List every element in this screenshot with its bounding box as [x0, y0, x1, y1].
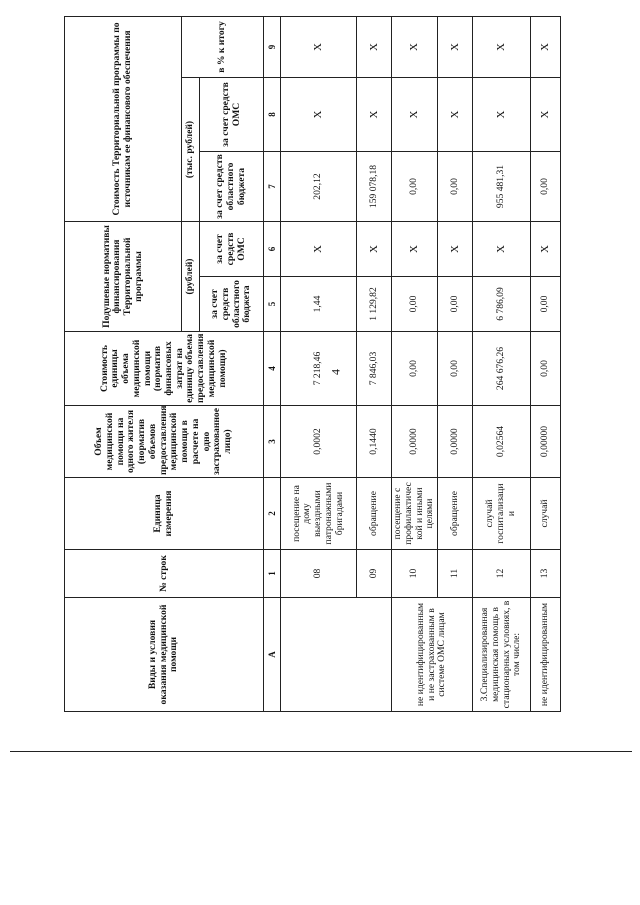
cell-row-no: 11: [438, 550, 473, 598]
cell-cost-budget: 0,00: [438, 151, 473, 221]
cell-norm-oms: Х: [281, 221, 357, 276]
cell-percent: Х: [473, 16, 531, 77]
col-number: 6: [264, 221, 281, 276]
cell-cost-budget: 0,00: [392, 151, 438, 221]
cell-kind: [281, 598, 392, 712]
cell-norm-oms: Х: [531, 221, 561, 276]
header-cost-budget: за счет средств областного бюджета: [200, 151, 264, 221]
cell-norm-oms: Х: [473, 221, 531, 276]
cell-row-no: 09: [357, 550, 392, 598]
cell-cost-oms: Х: [438, 77, 473, 151]
rotated-table-container: [64, 17, 560, 712]
cell-kind: не идентифицированным и не застрахованным в системе ОМС лицам: [392, 598, 473, 712]
cell-norm-budget: 1 129,82: [357, 277, 392, 332]
cell-unit: посещение на дому выездными патронажными бригадами: [281, 478, 357, 550]
header-unit: Единица измерения: [65, 478, 264, 550]
cell-norm-oms: Х: [357, 221, 392, 276]
header-cost-oms: за счет средств ОМС: [200, 77, 264, 151]
cell-row-no: 08: [281, 550, 357, 598]
cell-norm-oms: Х: [392, 221, 438, 276]
cell-kind: 3.Специализированная медицинская помощь в стационарных условиях, в том числе:: [473, 598, 531, 712]
page-number: 4: [328, 369, 343, 375]
header-norm-budget: за счет средств областного бюджета: [200, 277, 264, 332]
cell-norm-oms: Х: [438, 221, 473, 276]
cell-row-no: 12: [473, 550, 531, 598]
header-norm-oms: за счет средств ОМС: [200, 221, 264, 276]
col-number: 3: [264, 406, 281, 478]
cell-percent: Х: [281, 16, 357, 77]
cell-unit-cost: 7 218,46: [281, 332, 357, 406]
cell-cost-oms: Х: [473, 77, 531, 151]
cell-cost-budget: 955 481,31: [473, 151, 531, 221]
header-volume: Объем медицинской помощи на одного жителя (норматив объемов предоставления медицинской помощи в расчете на одно застрахованное лицо): [65, 406, 264, 478]
table-row: [392, 16, 438, 711]
cell-volume: 0,0000: [438, 406, 473, 478]
cell-cost-oms: Х: [281, 77, 357, 151]
cell-unit-cost: 0,00: [531, 332, 561, 406]
cell-volume: 0,1440: [357, 406, 392, 478]
cell-row-no: 13: [531, 550, 561, 598]
page-divider: [10, 751, 632, 752]
cell-unit-cost: 0,00: [438, 332, 473, 406]
col-number: 4: [264, 332, 281, 406]
cell-cost-budget: 0,00: [531, 151, 561, 221]
financing-table: [64, 16, 561, 712]
header-norm-unit: (рублей): [182, 221, 200, 331]
table-row: [473, 16, 531, 711]
header-norm-financing: Подушевые нормативы финансирования Территориальной программы: [65, 221, 182, 331]
col-number: 2: [264, 478, 281, 550]
col-number: 1: [264, 550, 281, 598]
header-cost-total: Стоимость Территориальной программы по источникам ее финансового обеспечения: [65, 16, 182, 221]
table-row: [531, 16, 561, 711]
col-number: А: [264, 598, 281, 712]
header-unit-cost: Стоимость единицы объема медицинской помощи (норматив финансовых затрат на единицу объема предоставления медицинской помощи): [65, 332, 264, 406]
cell-cost-budget: 159 078,18: [357, 151, 392, 221]
col-number: 8: [264, 77, 281, 151]
header-kind: Виды и условия оказания медицинской помощи: [65, 598, 264, 712]
cell-cost-oms: Х: [531, 77, 561, 151]
cell-volume: 0,0000: [392, 406, 438, 478]
header-row-no: № строк: [65, 550, 264, 598]
cell-unit: обращение: [438, 478, 473, 550]
cell-percent: Х: [357, 16, 392, 77]
table-row: [281, 16, 357, 711]
col-number: 9: [264, 16, 281, 77]
cell-unit-cost: 0,00: [392, 332, 438, 406]
cell-unit: посещение с профилактичес кой и иными целями: [392, 478, 438, 550]
cell-unit: случай госпитализаци и: [473, 478, 531, 550]
cell-unit-cost: 7 846,03: [357, 332, 392, 406]
cell-norm-budget: 0,00: [392, 277, 438, 332]
cell-percent: Х: [438, 16, 473, 77]
cell-unit: случай: [531, 478, 561, 550]
cell-norm-budget: 0,00: [438, 277, 473, 332]
cell-cost-budget: 202,12: [281, 151, 357, 221]
cell-percent: Х: [392, 16, 438, 77]
cell-kind: не идентифицированным: [531, 598, 561, 712]
cell-volume: 0,02564: [473, 406, 531, 478]
cell-volume: 0,00000: [531, 406, 561, 478]
cell-norm-budget: 1,44: [281, 277, 357, 332]
cell-cost-oms: Х: [392, 77, 438, 151]
cell-unit-cost: 264 676,26: [473, 332, 531, 406]
header-percent: в % к итогу: [182, 16, 264, 77]
col-number: 5: [264, 277, 281, 332]
cell-norm-budget: 0,00: [531, 277, 561, 332]
cell-cost-oms: Х: [357, 77, 392, 151]
cell-percent: Х: [531, 16, 561, 77]
cell-unit: обращение: [357, 478, 392, 550]
cell-row-no: 10: [392, 550, 438, 598]
col-number: 7: [264, 151, 281, 221]
header-cost-unit: (тыс. рублей): [182, 77, 200, 221]
cell-volume: 0,0002: [281, 406, 357, 478]
cell-norm-budget: 6 786,09: [473, 277, 531, 332]
